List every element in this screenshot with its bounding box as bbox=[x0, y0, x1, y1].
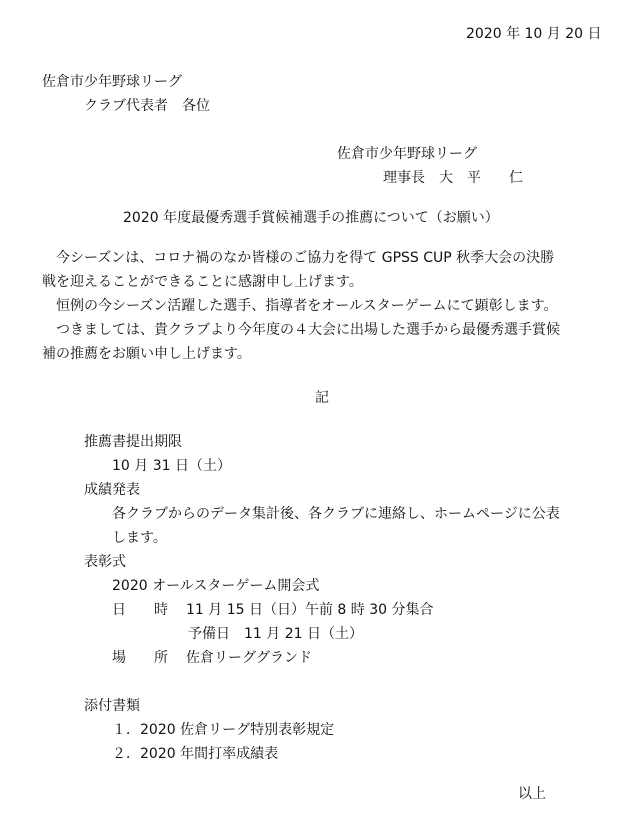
reserve-day: 予備日 11 月 21 日（土） bbox=[188, 626, 363, 642]
ceremony-datetime bbox=[112, 600, 434, 620]
attachment-item-2: ２．2020 年間打率成績表 bbox=[112, 746, 279, 762]
place-label: 場 所 bbox=[112, 650, 168, 666]
body-paragraph-3-line-2: 補の推薦をお願い申し上げます。 bbox=[42, 346, 251, 362]
body-paragraph-1-line-2: 戦を迎えることができることに感謝申し上げます。 bbox=[42, 274, 363, 290]
recipient-organization: 佐倉市少年野球リーグ bbox=[42, 74, 182, 90]
body-paragraph-3-line-1: つきましては、貴クラブより今年度の４大会に出場した選手から最優秀選手賞候 bbox=[56, 322, 560, 338]
body-paragraph-1-line-1: 今シーズンは、コロナ禍のなか皆様のご協力を得て GPSS CUP 秋季大会の決勝 bbox=[56, 250, 555, 266]
results-line-1: 各クラブからのデータ集計後、各クラブに連絡し、ホームページに公表 bbox=[112, 506, 560, 522]
ceremony-place bbox=[112, 648, 312, 668]
ceremony-label: 表彰式 bbox=[84, 554, 126, 570]
attachment-item-1: １．2020 佐倉リーグ特別表彰規定 bbox=[112, 722, 335, 738]
datetime-value: 11 月 15 日（日）午前 8 時 30 分集合 bbox=[186, 602, 434, 618]
datetime-label: 日 時 bbox=[112, 602, 168, 618]
attachments-label: 添付書類 bbox=[84, 698, 140, 714]
document-date: 2020 年 10 月 20 日 bbox=[466, 26, 602, 42]
results-line-2: します。 bbox=[112, 530, 167, 546]
ceremony-event: 2020 オールスターゲーム開会式 bbox=[112, 578, 320, 594]
deadline-value: 10 月 31 日（土） bbox=[112, 458, 231, 474]
ki-heading: 記 bbox=[315, 390, 329, 406]
sender-title: 理事長 大 平 仁 bbox=[383, 170, 523, 186]
sender-organization: 佐倉市少年野球リーグ bbox=[337, 146, 477, 162]
closing-ijou: 以上 bbox=[518, 786, 546, 802]
deadline-label: 推薦書提出期限 bbox=[84, 434, 182, 450]
results-label: 成績発表 bbox=[84, 482, 140, 498]
recipient-title: クラブ代表者 各位 bbox=[84, 98, 210, 114]
body-paragraph-2-line-1: 恒例の今シーズン活躍した選手、指導者をオールスターゲームにて顕彰します。 bbox=[56, 298, 558, 314]
document-title: 2020 年度最優秀選手賞候補選手の推薦について（お願い） bbox=[123, 210, 499, 226]
place-value: 佐倉リーググランド bbox=[186, 650, 312, 666]
